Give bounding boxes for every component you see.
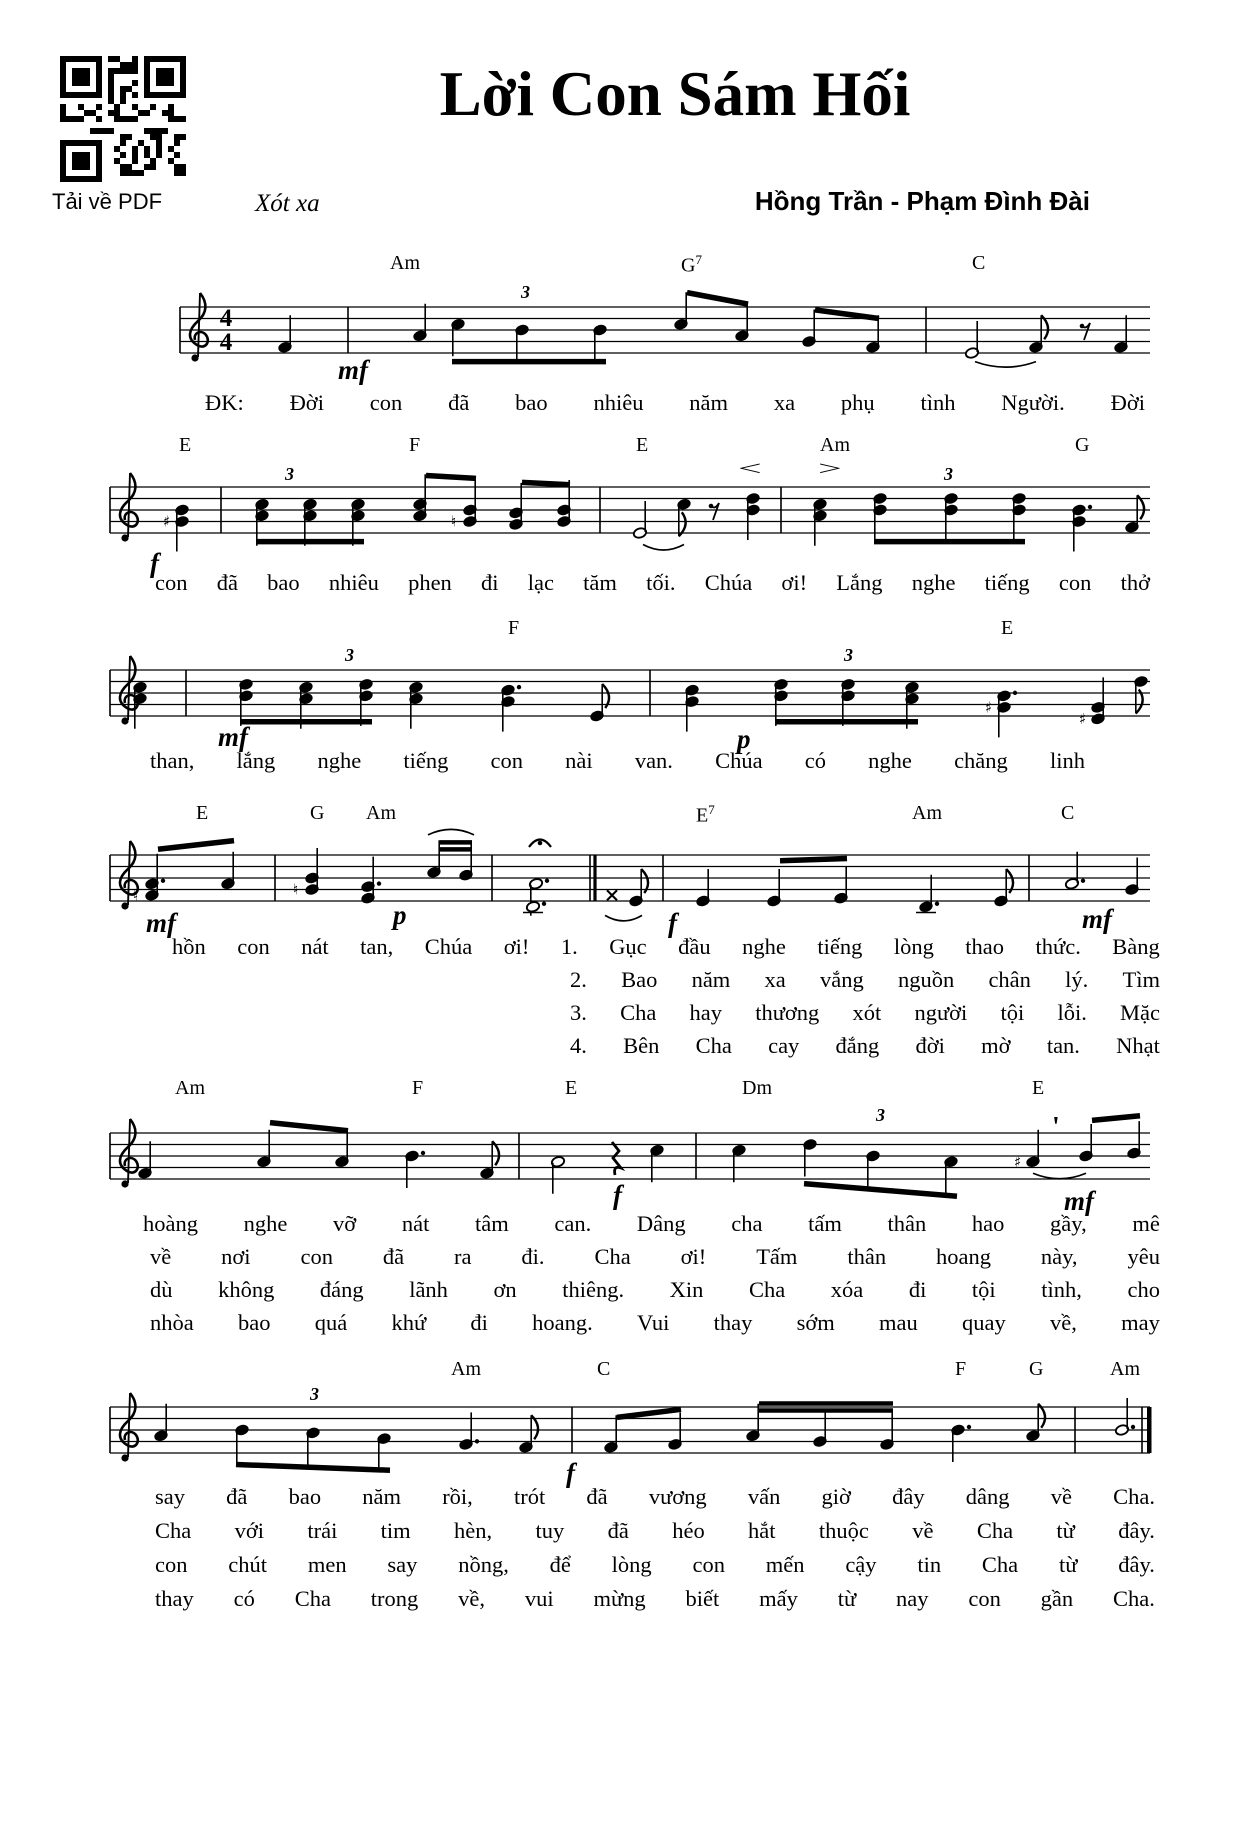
lyric-word: đời	[915, 1033, 945, 1058]
lyric-word: thân	[887, 1211, 927, 1236]
lyric-word: này,	[1040, 1244, 1078, 1269]
lyric-word: có	[804, 748, 826, 773]
lyric-word: bao	[515, 390, 548, 415]
lyric-word: nài	[565, 748, 593, 773]
chord-root: C	[1061, 802, 1075, 824]
lyric-word: biết	[685, 1586, 720, 1611]
lyric-word: với	[234, 1518, 264, 1543]
lyric-word: con	[237, 934, 270, 959]
lyric-word: Cha	[981, 1552, 1019, 1577]
dynamic-marking: mf	[1064, 1186, 1094, 1216]
lyric-word: Tìm	[1122, 967, 1160, 992]
lyric-word: vương	[648, 1484, 707, 1509]
chord-root: G	[1029, 1358, 1044, 1380]
lyric-word: dù	[150, 1277, 173, 1302]
breath-mark: '	[1052, 1112, 1060, 1143]
lyric-word: nát	[401, 1211, 430, 1236]
lyric-word: về	[150, 1244, 172, 1269]
triplet-number: 3	[521, 282, 530, 302]
dynamic-marking: f	[668, 908, 677, 938]
lyric-line	[570, 967, 1160, 993]
lyric-word: mê	[1132, 1211, 1160, 1236]
lyric-word: về,	[458, 1586, 485, 1611]
lyric-word: đi	[908, 1277, 927, 1302]
lyric-word: yêu	[1127, 1244, 1160, 1269]
lyric-word: xa	[764, 967, 786, 992]
lyric-word: Bên	[623, 1033, 660, 1058]
lyric-word: ơn	[493, 1277, 517, 1302]
chord-root: E	[1032, 1077, 1045, 1099]
lyric-word: nay	[895, 1586, 929, 1611]
lyric-word: về	[1050, 1484, 1072, 1509]
chord-root: F	[409, 434, 421, 456]
chord-root: G	[1075, 434, 1090, 456]
dynamic-marking: mf	[1082, 904, 1112, 934]
lyric-word: bao	[237, 1310, 271, 1335]
lyric-word: Chúa	[704, 570, 753, 595]
lyric-line	[155, 1552, 1155, 1578]
lyric-word: can.	[554, 1211, 592, 1236]
chord-label	[955, 1358, 966, 1381]
lyric-word: đây.	[1118, 1518, 1155, 1543]
chord-label	[179, 434, 191, 457]
lyric-word: lòng	[611, 1552, 652, 1577]
dynamic-marking: mf	[218, 722, 248, 752]
lyric-word: năm	[689, 390, 729, 415]
lyric-word: lỗi.	[1057, 1000, 1087, 1025]
triplet-number: 3	[285, 464, 294, 484]
lyric-word: ơi!	[503, 934, 530, 959]
lyric-line	[205, 390, 1145, 416]
svg-text:♮: ♮	[133, 886, 139, 905]
lyric-word: 2.	[570, 967, 587, 992]
lyric-word: Cha	[620, 1000, 657, 1025]
chord-label	[1075, 434, 1089, 457]
lyric-word: con	[490, 748, 523, 773]
lyric-word: tối.	[646, 570, 676, 595]
chord-root: E	[179, 434, 192, 456]
lyric-word: Nhạt	[1116, 1033, 1160, 1058]
lyric-word: đi	[470, 1310, 488, 1335]
dynamic-marking: p	[737, 724, 751, 754]
chord-label	[820, 434, 850, 457]
lyric-word: Lắng	[836, 570, 883, 595]
lyric-word: con	[300, 1244, 333, 1269]
lyric-word: từ	[1058, 1552, 1078, 1577]
lyric-word: mến	[765, 1552, 805, 1577]
lyric-word: đã	[382, 1244, 405, 1269]
lyric-word: nghe	[868, 748, 912, 773]
chord-label	[451, 1358, 481, 1381]
lyric-word: phụ	[840, 390, 875, 415]
lyric-word: từ	[837, 1586, 857, 1611]
chord-label	[412, 1077, 423, 1100]
hairpin-mark: <	[738, 458, 762, 480]
chord-root: Am	[451, 1358, 481, 1380]
lyric-word: lắng	[236, 748, 276, 773]
lyric-word: Cha	[155, 1518, 192, 1543]
lyric-word: chút	[228, 1552, 268, 1577]
lyric-word: 3.	[570, 1000, 587, 1025]
lyric-word: nhiêu	[593, 390, 644, 415]
lyric-word: vỡ	[333, 1211, 357, 1236]
dynamic-marking: mf	[338, 355, 368, 385]
chord-root: F	[412, 1077, 424, 1099]
svg-text:♮: ♮	[451, 512, 457, 531]
lyric-word: thương	[755, 1000, 820, 1025]
lyric-word: nghe	[742, 934, 786, 959]
lyric-word: hoàng	[143, 1211, 198, 1236]
lyric-line	[155, 570, 1150, 596]
chord-root: F	[955, 1358, 967, 1380]
dynamic-marking: f	[566, 1458, 575, 1488]
lyric-word: giờ	[821, 1484, 851, 1509]
lyric-word: than,	[150, 748, 195, 773]
triplet-number: 3	[844, 645, 853, 665]
lyric-word: cho	[1127, 1277, 1160, 1302]
chord-root: C	[972, 252, 986, 274]
lyric-word: lòng	[893, 934, 934, 959]
lyric-word: dâng	[965, 1484, 1010, 1509]
chord-label	[196, 802, 208, 825]
song-title: Lời Con Sám Hối	[439, 59, 911, 129]
lyric-word: tan.	[1046, 1033, 1080, 1058]
lyric-word: phen	[408, 570, 452, 595]
lyric-word: Cha	[695, 1033, 732, 1058]
chord-extension: 7	[708, 802, 715, 817]
staff-system-3	[110, 656, 1150, 737]
lyric-word: không	[218, 1277, 275, 1302]
lyric-word: Cha	[294, 1586, 331, 1611]
lyric-word: thay	[155, 1586, 194, 1611]
lyric-word: mờ	[981, 1033, 1011, 1058]
lyric-word: 1.	[560, 934, 578, 959]
lyric-word: có	[233, 1586, 255, 1611]
lyric-word: tim	[380, 1518, 411, 1543]
lyric-word: thân	[847, 1244, 887, 1269]
lyric-word: tội	[971, 1277, 996, 1302]
lyric-word: đã	[226, 1484, 248, 1509]
lyric-line	[570, 1000, 1160, 1026]
chord-root: Am	[175, 1077, 205, 1099]
staff-system-4	[110, 829, 1150, 921]
lyric-word: về	[912, 1518, 934, 1543]
lyric-word: hoang	[935, 1244, 991, 1269]
lyric-word: say	[387, 1552, 418, 1577]
chord-label	[636, 434, 648, 457]
chord-label	[912, 802, 942, 825]
chord-label	[597, 1358, 610, 1381]
lyric-word: gầy,	[1050, 1211, 1087, 1236]
lyric-word: nghe	[911, 570, 956, 595]
lyric-line	[570, 1033, 1160, 1059]
lyric-word: chăng	[954, 748, 1008, 773]
lyric-word: men	[307, 1552, 347, 1577]
lyric-word: gần	[1040, 1586, 1074, 1611]
chord-root: E	[565, 1077, 578, 1099]
lyric-word: con	[692, 1552, 725, 1577]
lyric-word: héo	[672, 1518, 705, 1543]
lyric-word: tiếng	[817, 934, 863, 959]
lyric-word: ĐK:	[205, 390, 244, 415]
lyric-word: Bao	[621, 967, 658, 992]
lyric-word: Đời	[1110, 390, 1145, 415]
lyric-word: Tấm	[756, 1244, 798, 1269]
chord-label	[409, 434, 420, 457]
chord-label	[1001, 617, 1013, 640]
download-pdf-link[interactable]: Tải về PDF	[52, 189, 163, 214]
chord-root: Dm	[742, 1077, 772, 1099]
lyric-word: nhòa	[150, 1310, 194, 1335]
lyric-word: nghe	[317, 748, 362, 773]
lyric-line	[150, 1310, 1160, 1336]
svg-text:♯: ♯	[163, 512, 171, 531]
lyric-word: trong	[370, 1586, 419, 1611]
lyric-word: đã	[607, 1518, 629, 1543]
lyric-word: tuy	[535, 1518, 565, 1543]
composer-credit: Hồng Trần - Phạm Đình Đài	[754, 186, 1090, 216]
chord-label	[1032, 1077, 1044, 1100]
chord-label	[390, 252, 420, 275]
lyric-word: tiếng	[984, 570, 1030, 595]
staff-system-6	[110, 1393, 1152, 1471]
lyric-word: trót	[513, 1484, 546, 1509]
lyric-word: nguồn	[897, 967, 955, 992]
chord-label	[508, 617, 519, 640]
lyric-word: hao	[971, 1211, 1005, 1236]
lyric-word: Cha.	[1113, 1586, 1155, 1611]
lyric-word: người	[914, 1000, 968, 1025]
lyric-word: say	[155, 1484, 185, 1509]
lyric-word: con	[369, 390, 403, 415]
triplet-number: 3	[345, 645, 354, 665]
lyric-line	[150, 1244, 1160, 1270]
lyric-word: linh	[1049, 748, 1085, 773]
lyric-word: đi.	[521, 1244, 545, 1269]
lyric-word: Người.	[1001, 390, 1065, 415]
chord-label	[972, 252, 985, 275]
lyric-word: lãnh	[409, 1277, 448, 1302]
triplet-number: 3	[310, 1384, 319, 1404]
lyric-word: nghe	[243, 1211, 288, 1236]
lyric-word: Cha.	[1113, 1484, 1155, 1509]
lyric-line	[150, 748, 1085, 774]
lyric-word: Chúa	[424, 934, 473, 959]
lyric-word: hắt	[748, 1518, 776, 1543]
lyric-word: hèn,	[454, 1518, 493, 1543]
lyric-line	[155, 1586, 1155, 1612]
lyric-word: đã	[586, 1484, 608, 1509]
lyric-word: van.	[634, 748, 673, 773]
chord-extension: 7	[695, 252, 702, 267]
lyric-word: Vui	[637, 1310, 670, 1335]
chord-label	[310, 802, 324, 825]
lyric-word: Bàng	[1112, 934, 1160, 959]
lyric-line	[150, 1277, 1160, 1303]
svg-text:4: 4	[219, 329, 233, 356]
lyric-word: cậy	[845, 1552, 877, 1577]
chord-root: E	[696, 804, 709, 827]
chord-label	[696, 802, 715, 828]
chord-label	[1110, 1358, 1140, 1381]
lyric-word: năm	[362, 1484, 402, 1509]
chord-root: E	[636, 434, 649, 456]
chord-label	[1061, 802, 1074, 825]
lyric-word: tin	[917, 1552, 942, 1577]
lyric-word: hồn	[172, 934, 206, 959]
lyric-word: tăm	[583, 570, 617, 595]
lyric-word: năm	[691, 967, 731, 992]
chord-root: G	[681, 254, 696, 277]
svg-text:♮: ♮	[293, 880, 299, 899]
lyric-word: chân	[988, 967, 1031, 992]
svg-text:4: 4	[219, 305, 233, 332]
lyric-word: cha	[731, 1211, 763, 1236]
lyric-line	[143, 1211, 1160, 1237]
lyric-word: lạc	[527, 570, 554, 595]
tempo-marking: Xót xa	[255, 190, 320, 217]
lyric-word: đáng	[319, 1277, 364, 1302]
lyric-word: thiêng.	[562, 1277, 625, 1302]
lyric-word: con	[968, 1586, 1001, 1611]
lyric-word: xóa	[830, 1277, 864, 1302]
dynamic-marking: f	[613, 1180, 622, 1210]
lyric-word: thuộc	[818, 1518, 869, 1543]
lyric-word: khứ	[391, 1310, 427, 1335]
chord-label	[681, 252, 702, 278]
svg-text:♯: ♯	[985, 698, 993, 717]
lyric-word: con	[155, 570, 188, 595]
chord-label	[175, 1077, 205, 1100]
lyric-word: Đời	[289, 390, 324, 415]
lyric-word: Dâng	[636, 1211, 686, 1236]
chord-root: Am	[912, 802, 942, 824]
lyric-word: con	[1058, 570, 1092, 595]
chord-root: G	[310, 802, 325, 824]
hairpin-mark: >	[818, 458, 842, 480]
lyric-word: con	[155, 1552, 188, 1577]
lyric-word: nát	[301, 934, 329, 959]
chord-root: Am	[390, 252, 420, 274]
lyric-word: tan,	[360, 934, 394, 959]
lyric-word: tâm	[474, 1211, 509, 1236]
staff-system-5	[110, 1116, 1150, 1197]
lyric-line	[172, 934, 1160, 960]
lyric-word: mừng	[593, 1586, 646, 1611]
lyric-word: Cha	[976, 1518, 1014, 1543]
lyric-word: đây	[892, 1484, 925, 1509]
lyric-line	[155, 1518, 1155, 1544]
lyric-word: thở	[1120, 570, 1150, 595]
lyric-word: Cha	[748, 1277, 786, 1302]
lyric-word: ơi!	[781, 570, 808, 595]
lyric-word: nồng,	[458, 1552, 509, 1577]
lyric-word: bao	[288, 1484, 322, 1509]
lyric-word: đắng	[835, 1033, 880, 1058]
dynamic-marking: p	[393, 900, 407, 930]
lyric-word: quay	[962, 1310, 1006, 1335]
lyric-word: nhiêu	[328, 570, 379, 595]
lyric-word: Xin	[669, 1277, 704, 1302]
triplet-number: 3	[944, 464, 953, 484]
chord-root: Am	[366, 802, 396, 824]
lyric-word: từ	[1056, 1518, 1075, 1543]
lyric-word: ra	[454, 1244, 472, 1269]
lyric-word: đã	[448, 390, 470, 415]
lyric-word: nơi	[221, 1244, 251, 1269]
lyric-word: hoang.	[532, 1310, 593, 1335]
lyric-word: bao	[267, 570, 300, 595]
chord-root: E	[1001, 617, 1014, 639]
lyric-word: đầu	[678, 934, 711, 959]
lyric-word: tấm	[808, 1211, 842, 1236]
lyric-word: Gục	[609, 934, 647, 959]
lyric-word: Chúa	[715, 748, 763, 773]
lyric-line	[155, 1484, 1155, 1510]
chord-label	[1029, 1358, 1043, 1381]
chord-root: E	[196, 802, 209, 824]
lyric-word: thức.	[1035, 934, 1081, 959]
lyric-word: ơi!	[680, 1244, 707, 1269]
lyric-word: cay	[768, 1033, 800, 1058]
chord-root: Am	[1110, 1358, 1140, 1380]
lyric-word: mau	[879, 1310, 918, 1335]
chord-label	[366, 802, 396, 825]
chord-label	[742, 1077, 772, 1100]
lyric-word: tình,	[1041, 1277, 1082, 1302]
lyric-word: 4.	[570, 1033, 587, 1058]
lyric-word: đây.	[1118, 1552, 1155, 1577]
lyric-word: mấy	[759, 1586, 798, 1611]
lyric-word: xót	[852, 1000, 882, 1025]
lyric-word: rồi,	[442, 1484, 473, 1509]
lyric-word: tình	[920, 390, 956, 415]
lyric-word: tội	[1000, 1000, 1025, 1025]
lyric-word: thay	[713, 1310, 753, 1335]
lyric-word: tiếng	[403, 748, 449, 773]
lyric-word: vắng	[820, 967, 864, 992]
lyric-word: trái	[307, 1518, 338, 1543]
lyric-word: lý.	[1065, 967, 1089, 992]
lyric-word: đi	[481, 570, 499, 595]
lyric-word: quá	[314, 1310, 348, 1335]
staff-system-2	[110, 473, 1150, 552]
dynamic-marking: mf	[146, 908, 176, 938]
lyric-word: đã	[216, 570, 238, 595]
svg-text:♯: ♯	[1079, 709, 1087, 728]
triplet-number: 3	[876, 1105, 885, 1125]
lyric-word: may	[1121, 1310, 1160, 1335]
chord-root: Am	[820, 434, 850, 456]
chord-root: C	[597, 1358, 611, 1380]
svg-text:♯: ♯	[1014, 1152, 1022, 1171]
chord-root: F	[508, 617, 520, 639]
lyric-word: hay	[689, 1000, 722, 1025]
lyric-word: Mặc	[1120, 1000, 1160, 1025]
lyric-word: Cha	[594, 1244, 631, 1269]
lyric-word: vấn	[747, 1484, 781, 1509]
lyric-word: sớm	[796, 1310, 835, 1335]
dynamic-marking: f	[150, 548, 159, 578]
lyric-word: vui	[524, 1586, 554, 1611]
lyric-word: về,	[1049, 1310, 1077, 1335]
staff-system-1	[180, 292, 1150, 367]
lyric-word: để	[549, 1552, 571, 1577]
chord-label	[565, 1077, 577, 1100]
lyric-word: xa	[773, 390, 796, 415]
lyric-word: thao	[965, 934, 1005, 959]
